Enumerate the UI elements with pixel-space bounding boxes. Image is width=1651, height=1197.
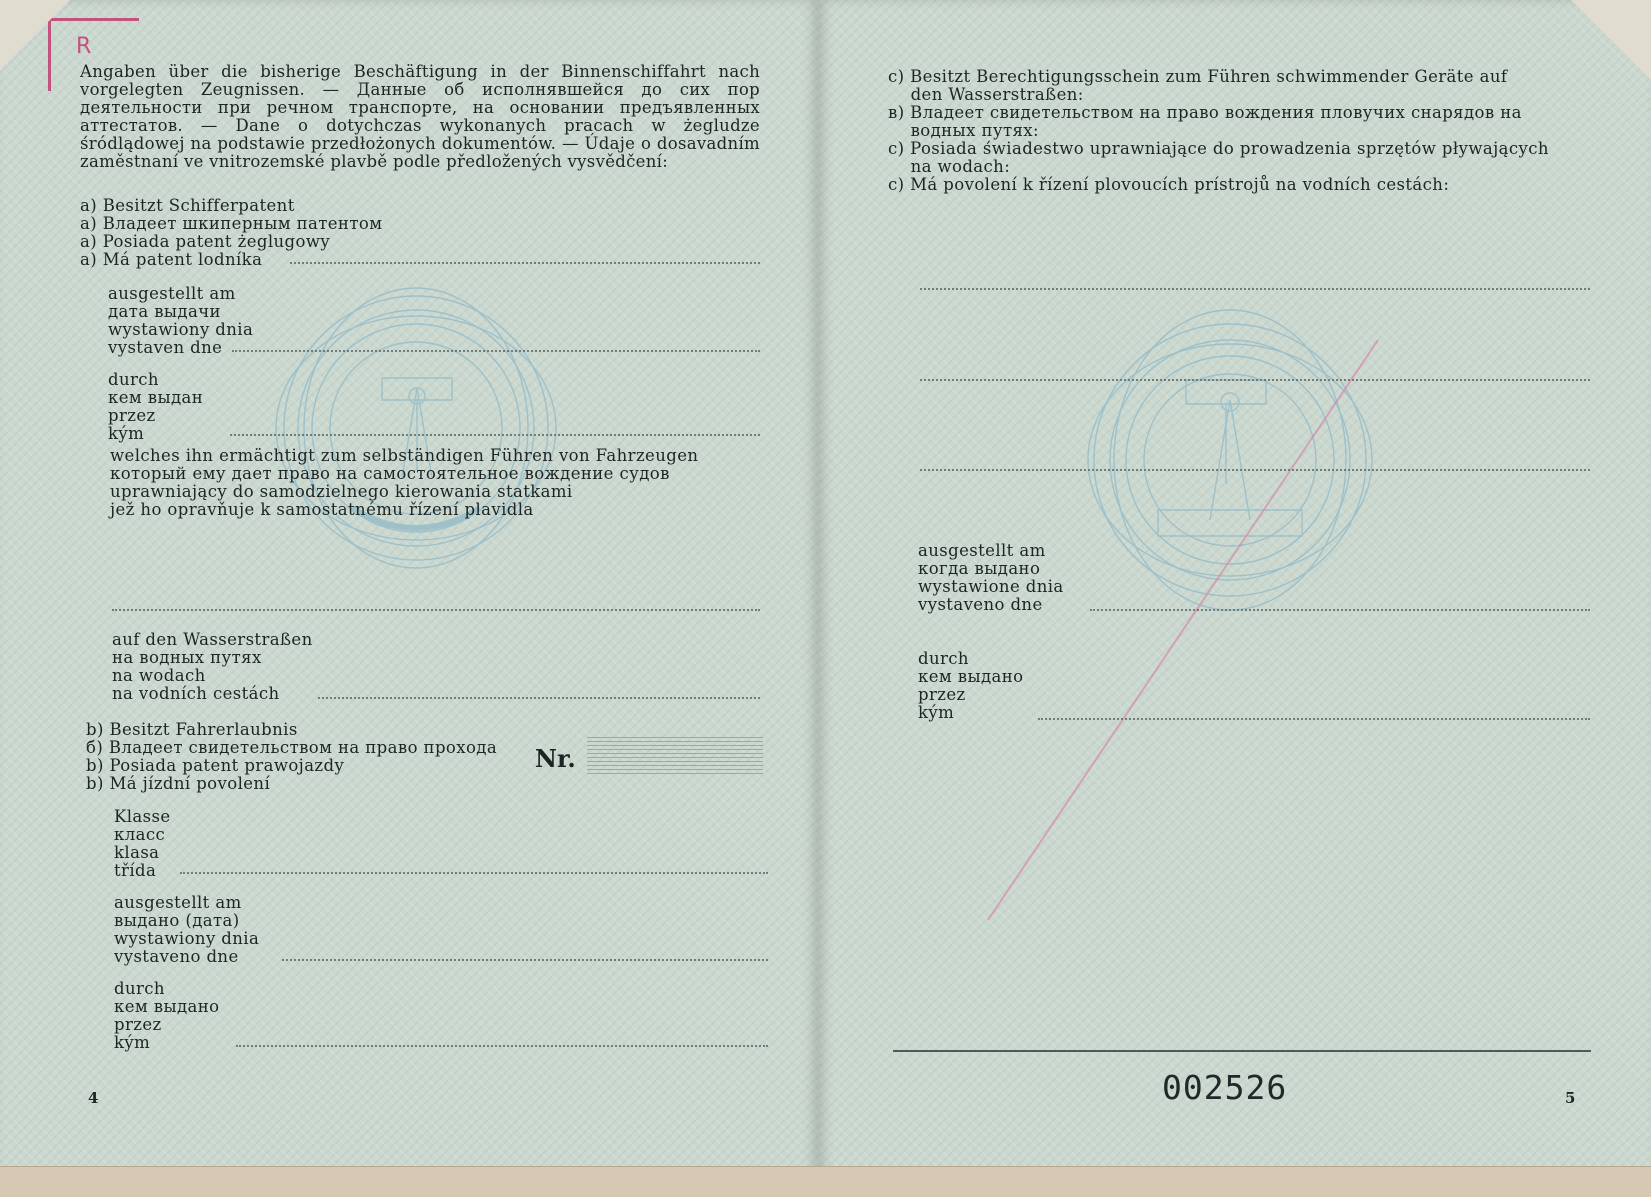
issued-block-right [918,542,1064,614]
issued-by2-label: durch [114,979,165,998]
issued-label: wystawiony dnia [108,320,254,339]
issued-by2-block [114,980,220,1052]
section-c [888,68,1549,194]
pink-cancellation-stroke [978,330,1398,930]
issued-by-block-right [918,650,1024,722]
section-a-line: a) Posiada patent żeglugowy [80,232,331,251]
nr-label: Nr. [535,744,576,773]
section-b-line: b) Má jízdní povolení [86,774,271,793]
waterways-label: на водных путях [112,648,262,667]
issued2-label: vystaveno dne [114,947,239,966]
issued-by-label: durch [918,649,969,668]
section-c-line: c) Má povolení k řízení plovoucích prístrojů na vodních cestách: [888,175,1450,194]
issued-block [108,285,253,357]
section-b-line: b) Posiada patent prawojazdy [86,756,345,775]
class-block [114,808,171,880]
license-number-field[interactable] [587,736,763,774]
section-c-line: водных путях: [888,121,1039,140]
section-a-line: a) Má patent lodníka [80,250,263,269]
serial-number: 002526 [1162,1068,1288,1107]
photo-corner [1571,0,1651,80]
issued-by-label: przez [108,406,156,425]
section-c-line: c) Besitzt Berechtigungsschein zum Führen schwimmender Geräte auf [888,67,1508,86]
photo-corner [0,0,70,70]
issued-by-label: kým [918,703,955,722]
section-c-line: den Wasserstraßen: [888,85,1084,104]
authorization-line: welches ihn ermächtigt zum selbständigen Führen von Fahrzeugen [110,446,699,465]
waterways-label: na wodach [112,666,206,685]
issued2-block [114,894,259,966]
authorization-block [110,447,698,519]
issued2-label: ausgestellt am [114,893,242,912]
issued2-date-field[interactable] [282,959,768,961]
equipment-field-2[interactable] [920,379,1590,381]
issued-by-field-right[interactable] [1038,718,1590,720]
section-b [86,721,497,793]
page-number-left: 4 [88,1089,99,1107]
waterways-label: na vodních cestách [112,684,280,703]
issued-by-label: przez [918,685,966,704]
issued-by2-label: кем выдано [114,997,220,1016]
authorization-line: который ему дает право на самостоятельное вождение судов [110,464,670,483]
page-edge [0,1166,818,1197]
stamp-letter: R [76,34,92,59]
gdr-emblem-watermark [272,278,560,578]
issued-by-label: durch [108,370,159,389]
class-label: klasa [114,843,160,862]
waterways-label: auf den Wasserstraßen [112,630,313,649]
issued-by-block [108,371,203,443]
issued-by-label: kým [108,424,145,443]
section-a [80,197,382,269]
waterways-field[interactable] [318,697,760,699]
issued-date-field[interactable] [232,350,760,352]
issued-label: ausgestellt am [918,541,1046,560]
issued-by2-label: kým [114,1033,151,1052]
section-c-line: c) Posiada świadestwo uprawniające do prowadzenia sprzętów pływających [888,139,1549,158]
issued2-label: wystawiony dnia [114,929,260,948]
issued-label: vystaven dne [108,338,223,357]
issued-by-label: кем выдано [918,667,1024,686]
patent-field[interactable] [290,262,760,264]
class-label: třída [114,861,157,880]
section-c-line: na wodach: [888,157,1011,176]
issued-date-field-right[interactable] [1090,609,1590,611]
issued-by2-label: przez [114,1015,162,1034]
page-edge [818,1166,1651,1197]
authorization-line: jež ho opravňuje k samostatnému řízení plavidla [110,500,534,519]
vessel-field[interactable] [112,609,760,611]
section-a-line: a) Besitzt Schifferpatent [80,196,295,215]
intro-paragraph: Angaben über die bisherige Beschäftigung in der Binnenschiffahrt nach vorgelegten Zeugnissen. — Данные об исполнявшейся до сих пор деятельности при речном транспорте, на основании предъявленных аттестатов. — Dane o dotychczas wykonanych pracach w żegludze śródlądowej na podstawie przedłożonych dokumentów. — Údaje o dosavadním zaměstnaní ve vnitrozemské plavbě podle předložených vysvědčení: [80,62,760,171]
issued-label: дата выдачи [108,302,221,321]
page-number-right: 5 [1565,1089,1576,1107]
issued-by2-field[interactable] [236,1045,768,1047]
equipment-field-3[interactable] [920,469,1590,471]
issued-label: vystaveno dne [918,595,1043,614]
right-page [818,0,1651,1197]
issued-by-field[interactable] [230,434,760,436]
issued-label: ausgestellt am [108,284,236,303]
section-b-line: b) Besitzt Fahrerlaubnis [86,720,298,739]
left-page [0,0,818,1197]
section-a-line: а) Владеет шкиперным патентом [80,214,383,233]
section-b-line: б) Владеет свидетельством на право прохода [86,738,498,757]
issued-label: wystawione dnia [918,577,1064,596]
issued-label: когда выдано [918,559,1041,578]
class-label: Klasse [114,807,171,826]
bottom-rule [893,1050,1591,1052]
section-c-line: в) Владеет свидетельством на право вождения пловучих снарядов на [888,103,1522,122]
equipment-field-1[interactable] [920,288,1590,290]
waterways-block [112,631,313,703]
issued-by-label: кем выдан [108,388,204,407]
issued2-label: выдано (дата) [114,911,240,930]
authorization-line: uprawniający do samodzielnego kierowania statkami [110,482,573,501]
class-field[interactable] [180,872,768,874]
class-label: класс [114,825,166,844]
